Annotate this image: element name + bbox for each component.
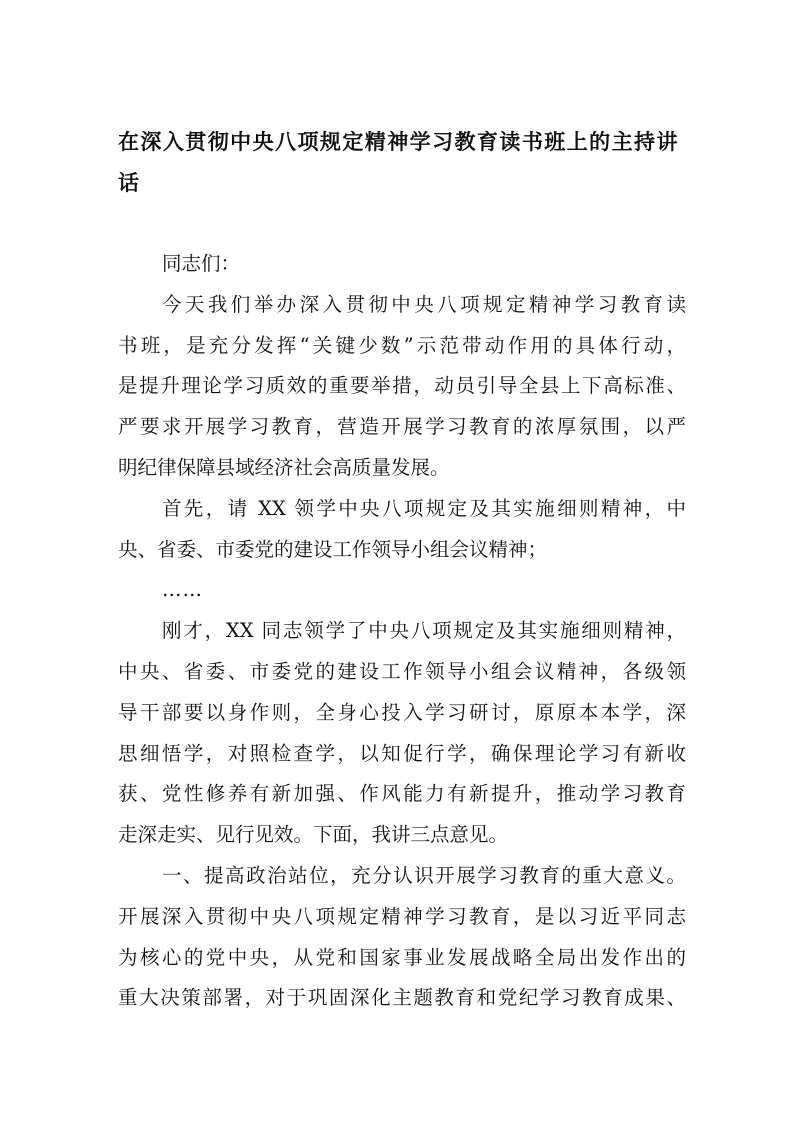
paragraph-3-line: 走深走实、见行见效。下面，我讲三点意见。 bbox=[118, 823, 509, 847]
paragraph-3-line: 中央、省委、市委党的建设工作领导小组会议精神，各级领 bbox=[118, 659, 686, 683]
paragraph-3-line: 获、党性修养有新加强、作风能力有新提升，推动学习教育 bbox=[118, 782, 686, 806]
paragraph-1-line: 严要求开展学习教育，营造开展学习教育的浓厚氛围，以严 bbox=[118, 415, 686, 439]
paragraph-4-line: 开展深入贯彻中央八项规定精神学习教育，是以习近平同志 bbox=[118, 904, 686, 928]
document-title bbox=[118, 114, 678, 196]
greeting: 同志们： bbox=[162, 252, 241, 275]
paragraph-4-line: 为核心的党中央，从党和国家事业发展战略全局出发作出的 bbox=[118, 945, 686, 969]
title-line-2: 话 bbox=[118, 169, 140, 195]
paragraph-4-line: 一、提高政治站位，充分认识开展学习教育的重大意义。 bbox=[162, 863, 686, 887]
paragraph-3-line: 导干部要以身作则，全身心投入学习研讨，原原本本学，深 bbox=[118, 700, 686, 724]
paragraph-4-line: 重大决策部署，对于巩固深化主题教育和党纪学习教育成果、 bbox=[118, 986, 686, 1010]
document-body bbox=[118, 244, 686, 1019]
paragraph-3-line: 刚才，XX 同志领学了中央八项规定及其实施细则精神， bbox=[162, 619, 686, 643]
paragraph-2-line: 央、省委、市委党的建设工作领导小组会议精神； bbox=[118, 537, 548, 561]
paragraph-2-line: 首先，请 XX 领学中央八项规定及其实施细则精神，中 bbox=[162, 496, 686, 520]
paragraph-1-line: 书班，是充分发挥“关键少数”示范带动作用的具体行动， bbox=[118, 333, 686, 357]
ellipsis: …… bbox=[162, 578, 203, 602]
paragraph-1-line: 今天我们举办深入贯彻中央八项规定精神学习教育读 bbox=[162, 292, 686, 316]
paragraph-1-line: 是提升理论学习质效的重要举措，动员引导全县上下高标准、 bbox=[118, 374, 686, 398]
paragraph-3-line: 思细悟学，对照检查学，以知促行学，确保理论学习有新收 bbox=[118, 741, 686, 765]
paragraph-1-line: 明纪律保障县域经济社会高质量发展。 bbox=[118, 455, 450, 479]
title-line-1: 在深入贯彻中央八项规定精神学习教育读书班上的主持讲 bbox=[118, 129, 678, 154]
